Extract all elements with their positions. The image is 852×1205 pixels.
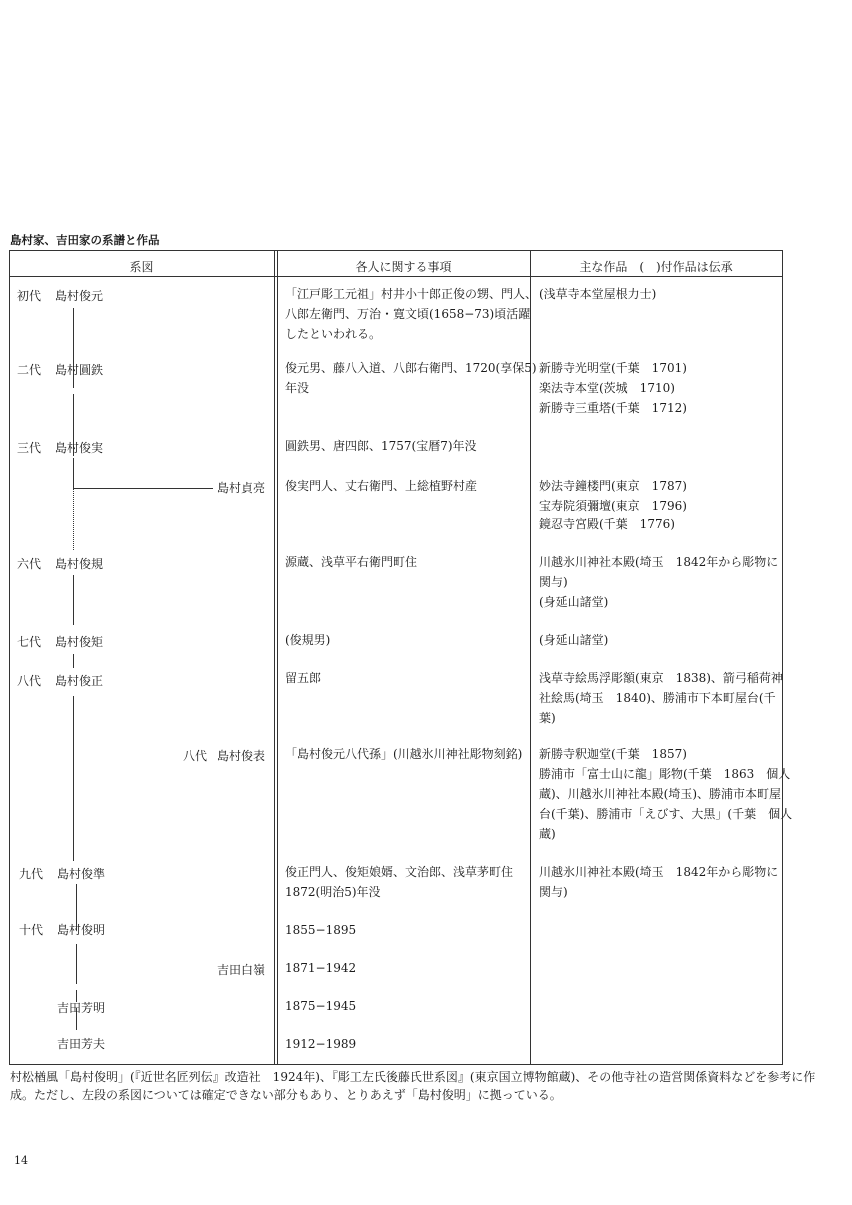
entry-8-gen: 八代 bbox=[183, 749, 208, 763]
entry-11-name: 吉田白嶺 bbox=[217, 963, 266, 977]
entry-9-work: 川越氷川神社本殿(埼玉 1842年から彫物に bbox=[539, 865, 779, 879]
entry-5-gen: 六代 bbox=[17, 557, 42, 571]
table-right-border bbox=[782, 250, 783, 1065]
entry-4-work: 宝寿院須彌壇(東京 1796) bbox=[539, 499, 687, 513]
entry-4-work: 鏡忍寺宮殿(千葉 1776) bbox=[539, 517, 675, 531]
table-left-border bbox=[9, 250, 10, 1065]
entry-5-work: 川越氷川神社本殿(埼玉 1842年から彫物に bbox=[539, 555, 779, 569]
entry-9-name: 島村俊準 bbox=[57, 867, 106, 881]
entry-2-gen: 二代 bbox=[17, 363, 42, 377]
entry-6-name: 島村俊矩 bbox=[55, 635, 104, 649]
entry-5-work: (身延山諸堂) bbox=[539, 595, 609, 609]
entry-2-name: 島村圓鉄 bbox=[55, 363, 104, 377]
tree-line-uncertain bbox=[73, 488, 74, 550]
column-rule-1a bbox=[274, 250, 275, 1065]
entry-11-note: 1871−1942 bbox=[285, 961, 357, 975]
entry-2-work: 新勝寺三重塔(千葉 1712) bbox=[539, 401, 687, 415]
entry-1-note: 八郎左衛門、万治・寛文頃(1658−73)頃活躍 bbox=[285, 307, 531, 321]
entry-1-work: (浅草寺本堂屋根力士) bbox=[539, 287, 657, 301]
entry-4-name: 島村貞亮 bbox=[217, 481, 266, 495]
entry-5-work: 関与) bbox=[539, 575, 568, 589]
column-rule-1b bbox=[277, 250, 278, 1065]
header-rule bbox=[9, 276, 783, 277]
entry-10-note: 1855−1895 bbox=[285, 923, 357, 937]
tree-line bbox=[76, 944, 77, 984]
header-genealogy: 系図 bbox=[129, 260, 154, 274]
table-caption: 島村家、吉田家の系譜と作品 bbox=[10, 233, 160, 247]
entry-5-name: 島村俊規 bbox=[55, 557, 104, 571]
entry-9-work: 関与) bbox=[539, 885, 568, 899]
header-works: 主な作品 ( )付作品は伝承 bbox=[579, 260, 733, 274]
entry-3-gen: 三代 bbox=[17, 441, 42, 455]
entry-1-gen: 初代 bbox=[17, 289, 42, 303]
entry-10-name: 島村俊明 bbox=[57, 923, 106, 937]
entry-2-note: 俊元男、藤八入道、八郎右衛門、1720(享保5) bbox=[285, 361, 537, 375]
entry-3-name: 島村俊実 bbox=[55, 441, 104, 455]
entry-9-gen: 九代 bbox=[19, 867, 44, 881]
entry-12-note: 1875−1945 bbox=[285, 999, 357, 1013]
entry-12-name: 吉田芳明 bbox=[57, 1001, 106, 1015]
header-notes: 各人に関する事項 bbox=[355, 260, 452, 274]
entry-13-note: 1912−1989 bbox=[285, 1037, 357, 1051]
entry-2-work: 楽法寺本堂(茨城 1710) bbox=[539, 381, 675, 395]
entry-7-work: 浅草寺絵馬浮彫額(東京 1838)、箭弓稲荷神 bbox=[539, 671, 783, 685]
entry-7-note: 留五郎 bbox=[285, 671, 322, 685]
entry-6-gen: 七代 bbox=[17, 635, 42, 649]
entry-10-gen: 十代 bbox=[19, 923, 44, 937]
tree-line bbox=[73, 654, 74, 668]
entry-6-note: (俊規男) bbox=[285, 633, 331, 647]
tree-line bbox=[73, 458, 74, 488]
tree-line bbox=[73, 575, 74, 625]
entry-8-work: 蔵)、川越氷川神社本殿(埼玉)、勝浦市本町屋 bbox=[539, 787, 782, 801]
entry-7-name: 島村俊正 bbox=[55, 674, 104, 688]
entry-1-note: 「江戸彫工元祖」村井小十郎正俊の甥、門人、 bbox=[285, 287, 538, 301]
table-bottom-border bbox=[9, 1064, 783, 1065]
table-top-border bbox=[9, 250, 783, 251]
entry-8-work: 台(千葉)、勝浦市「えびす、大黒」(千葉 個人 bbox=[539, 807, 793, 821]
entry-2-work: 新勝寺光明堂(千葉 1701) bbox=[539, 361, 687, 375]
entry-8-work: 新勝寺釈迦堂(千葉 1857) bbox=[539, 747, 687, 761]
entry-1-note: したといわれる。 bbox=[285, 327, 382, 341]
entry-4-work: 妙法寺鐘楼門(東京 1787) bbox=[539, 479, 687, 493]
entry-8-work: 勝浦市「富士山に龍」彫物(千葉 1863 個人 bbox=[539, 767, 791, 781]
entry-8-work: 蔵) bbox=[539, 827, 556, 841]
tree-line bbox=[73, 696, 74, 861]
entry-2-note: 年没 bbox=[285, 381, 310, 395]
entry-8-name: 島村俊表 bbox=[217, 749, 266, 763]
footnote-line-1: 村松楢風「島村俊明」(『近世名匠列伝』改造社 1924年)、『彫工左氏後藤氏世系図』(東京国立博物館蔵)、その他寺社の造営関係資料などを参考に作 bbox=[10, 1070, 816, 1084]
entry-4-note: 俊実門人、丈右衛門、上総植野村産 bbox=[285, 479, 478, 493]
entry-8-note: 「島村俊元八代孫」(川越氷川神社彫物刻銘) bbox=[285, 747, 523, 761]
entry-7-work: 社絵馬(埼玉 1840)、勝浦市下本町屋台(千 bbox=[539, 691, 776, 705]
entry-9-note: 1872(明治5)年没 bbox=[285, 885, 381, 899]
footnote-line-2: 成。ただし、左段の系図については確定できない部分もあり、とりあえず「島村俊明」に拠っている。 bbox=[10, 1088, 562, 1102]
entry-13-name: 吉田芳夫 bbox=[57, 1037, 106, 1051]
tree-branch bbox=[73, 488, 213, 489]
entry-7-work: 葉) bbox=[539, 711, 556, 725]
entry-1-name: 島村俊元 bbox=[55, 289, 104, 303]
entry-5-note: 源蔵、浅草平右衛門町住 bbox=[285, 555, 418, 569]
entry-3-note: 圓鉄男、唐四郎、1757(宝暦7)年没 bbox=[285, 439, 477, 453]
entry-6-work: (身延山諸堂) bbox=[539, 633, 609, 647]
entry-9-note: 俊正門人、俊矩娘婿、文治郎、浅草茅町住 bbox=[285, 865, 514, 879]
genealogy-table bbox=[9, 250, 793, 1065]
entry-7-gen: 八代 bbox=[17, 674, 42, 688]
page-number: 14 bbox=[14, 1154, 28, 1167]
